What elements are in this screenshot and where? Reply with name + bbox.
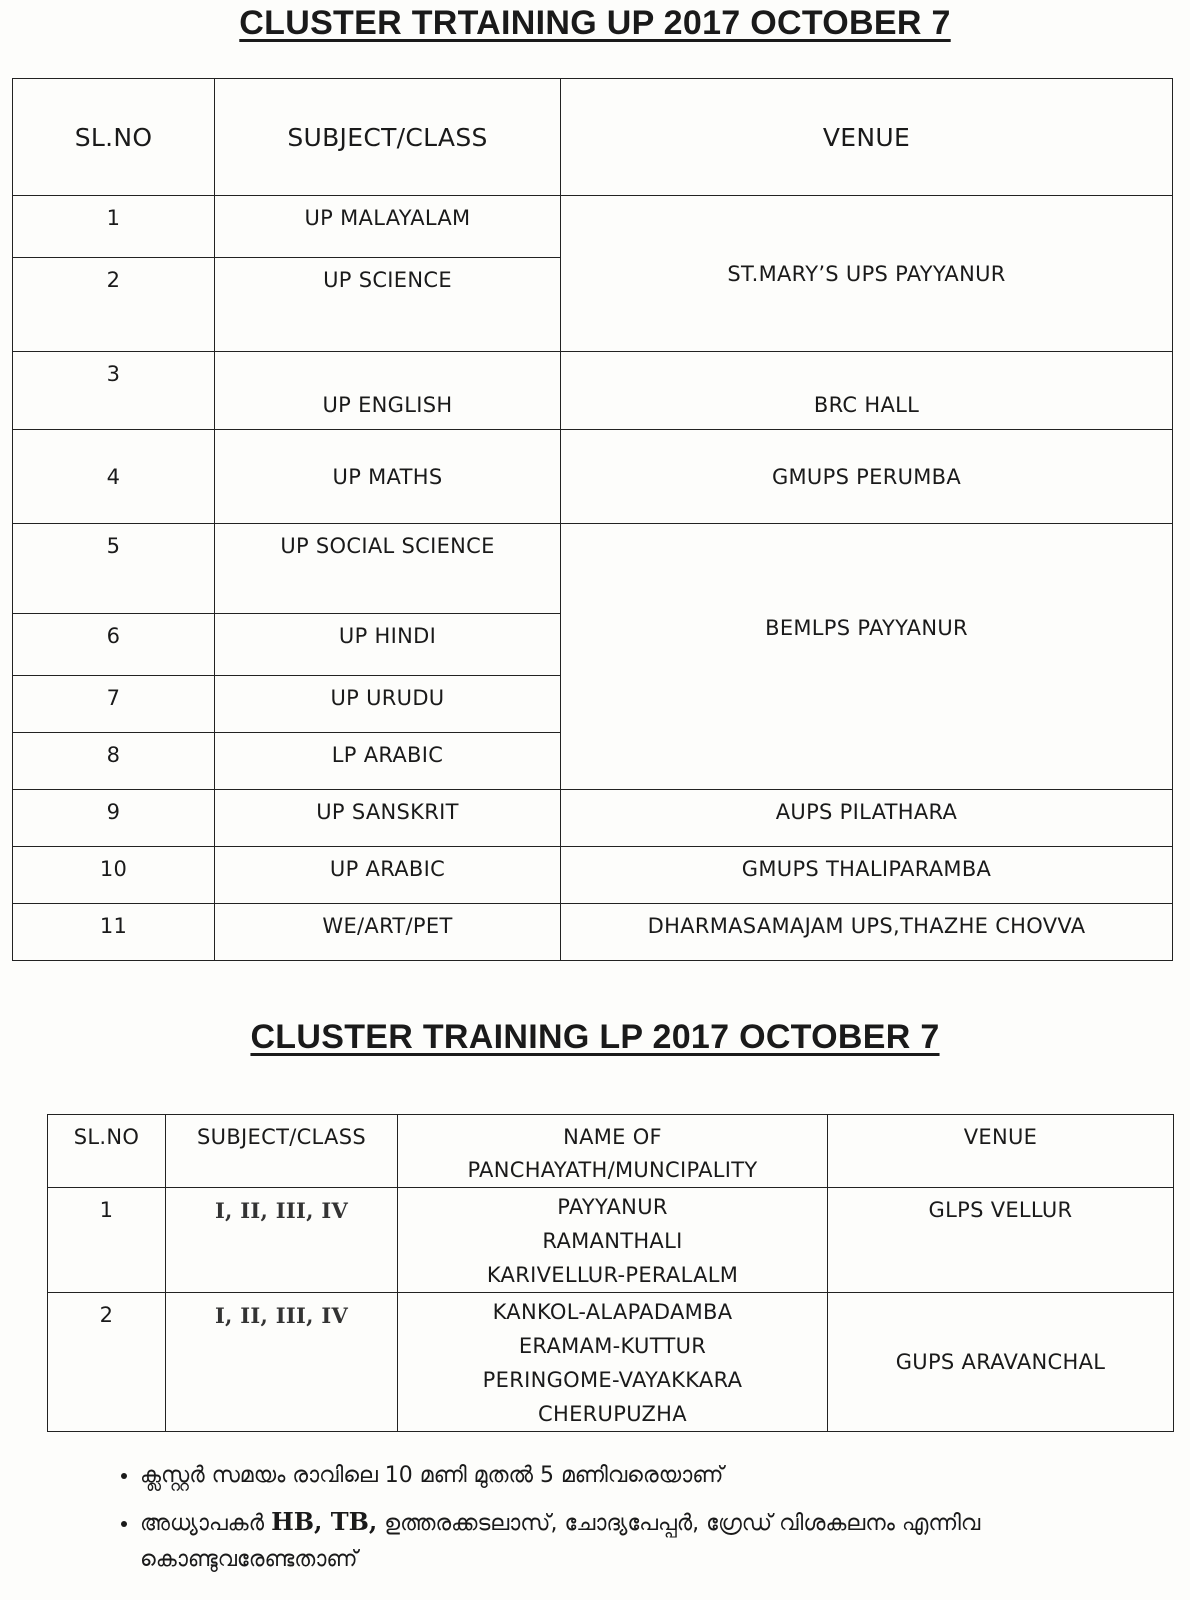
subject-cell: UP URUDU bbox=[215, 676, 561, 733]
sl-cell: 2 bbox=[48, 1293, 166, 1432]
subject-cell: I, II, III, IV bbox=[166, 1293, 398, 1432]
venue-cell: BRC HALL bbox=[561, 352, 1173, 430]
header-subject: SUBJECT/CLASS bbox=[215, 79, 561, 196]
header-venue: VENUE bbox=[561, 79, 1173, 196]
subject-cell: WE/ART/PET bbox=[215, 904, 561, 961]
note-item bbox=[140, 1504, 1190, 1578]
header-subject: SUBJECT/CLASS bbox=[166, 1115, 398, 1188]
table-row bbox=[48, 1188, 1174, 1293]
sl-cell: 6 bbox=[13, 614, 215, 676]
subject-cell: UP ENGLISH bbox=[215, 352, 561, 430]
header-panchayath-line1: NAME OF bbox=[563, 1125, 662, 1149]
area-name: ERAMAM-KUTTUR bbox=[518, 1334, 707, 1358]
venue-cell: BEMLPS PAYYANUR bbox=[561, 524, 1173, 790]
sl-cell: 2 bbox=[13, 258, 215, 352]
table-header-row bbox=[13, 79, 1173, 196]
subject-cell: UP HINDI bbox=[215, 614, 561, 676]
sl-cell: 10 bbox=[13, 847, 215, 904]
sl-cell: 1 bbox=[13, 196, 215, 258]
venue-cell: ST.MARY’S UPS PAYYANUR bbox=[561, 196, 1173, 352]
venue-cell: AUPS PILATHARA bbox=[561, 790, 1173, 847]
header-slno: SL.NO bbox=[48, 1115, 166, 1188]
subject-cell: I, II, III, IV bbox=[166, 1188, 398, 1293]
venue-cell: GUPS ARAVANCHAL bbox=[828, 1293, 1174, 1432]
subject-cell: UP ARABIC bbox=[215, 847, 561, 904]
header-panchayath-line2: PANCHAYATH/MUNCIPALITY bbox=[467, 1158, 758, 1182]
venue-cell: DHARMASAMAJAM UPS,THAZHE CHOVVA bbox=[561, 904, 1173, 961]
area-name: CHERUPUZHA bbox=[538, 1402, 687, 1426]
lp-title: CLUSTER TRAINING LP 2017 OCTOBER 7 bbox=[250, 1018, 940, 1056]
lp-schedule-table bbox=[47, 1114, 1174, 1432]
notes-list bbox=[100, 1458, 1190, 1588]
sl-cell: 1 bbox=[48, 1188, 166, 1293]
header-venue: VENUE bbox=[828, 1115, 1174, 1188]
note-text: ക്ലസ്റ്റർ സമയം രാവിലെ 10 മണി മുതൽ 5 മണിവരെയാണ് bbox=[140, 1463, 724, 1488]
up-schedule-table bbox=[12, 78, 1173, 961]
venue-cell: GMUPS THALIPARAMBA bbox=[561, 847, 1173, 904]
table-row bbox=[13, 790, 1173, 847]
note-bold-text: HB, TB, bbox=[271, 1507, 378, 1536]
table-row bbox=[48, 1293, 1174, 1432]
sl-cell: 11 bbox=[13, 904, 215, 961]
table-row bbox=[13, 352, 1173, 430]
sl-cell: 9 bbox=[13, 790, 215, 847]
table-header-row bbox=[48, 1115, 1174, 1188]
sl-cell: 4 bbox=[13, 430, 215, 524]
area-name: KANKOL-ALAPADAMBA bbox=[492, 1300, 733, 1324]
areas-cell bbox=[398, 1188, 828, 1293]
note-text: ഉത്തരക്കടലാസ്, ചോദ്യപേപ്പർ, ഗ്രേഡ് വിശകലനം എന്നിവ കൊണ്ടുവരേണ്ടതാണ് bbox=[140, 1511, 981, 1572]
header-panchayath bbox=[398, 1115, 828, 1188]
area-name: PAYYANUR bbox=[557, 1195, 668, 1219]
up-title: CLUSTER TRTAINING UP 2017 OCTOBER 7 bbox=[239, 4, 951, 42]
area-name: KARIVELLUR-PERALALM bbox=[486, 1263, 739, 1287]
table-row bbox=[13, 524, 1173, 614]
subject-cell: UP MATHS bbox=[215, 430, 561, 524]
header-slno: SL.NO bbox=[13, 79, 215, 196]
area-name: PERINGOME-VAYAKKARA bbox=[482, 1368, 743, 1392]
area-name: RAMANTHALI bbox=[542, 1229, 683, 1253]
venue-cell: GMUPS PERUMBA bbox=[561, 430, 1173, 524]
subject-cell: UP SCIENCE bbox=[215, 258, 561, 352]
note-text: അധ്യാപകർ bbox=[140, 1511, 265, 1536]
table-row bbox=[13, 847, 1173, 904]
subject-cell: UP SANSKRIT bbox=[215, 790, 561, 847]
subject-cell: UP MALAYALAM bbox=[215, 196, 561, 258]
sl-cell: 8 bbox=[13, 733, 215, 790]
note-item bbox=[140, 1458, 1190, 1494]
table-row bbox=[13, 196, 1173, 258]
areas-cell bbox=[398, 1293, 828, 1432]
table-row bbox=[13, 430, 1173, 524]
sl-cell: 5 bbox=[13, 524, 215, 614]
sl-cell: 3 bbox=[13, 352, 215, 430]
sl-cell: 7 bbox=[13, 676, 215, 733]
subject-cell: UP SOCIAL SCIENCE bbox=[215, 524, 561, 614]
table-row bbox=[13, 904, 1173, 961]
subject-cell: LP ARABIC bbox=[215, 733, 561, 790]
venue-cell: GLPS VELLUR bbox=[828, 1188, 1174, 1293]
